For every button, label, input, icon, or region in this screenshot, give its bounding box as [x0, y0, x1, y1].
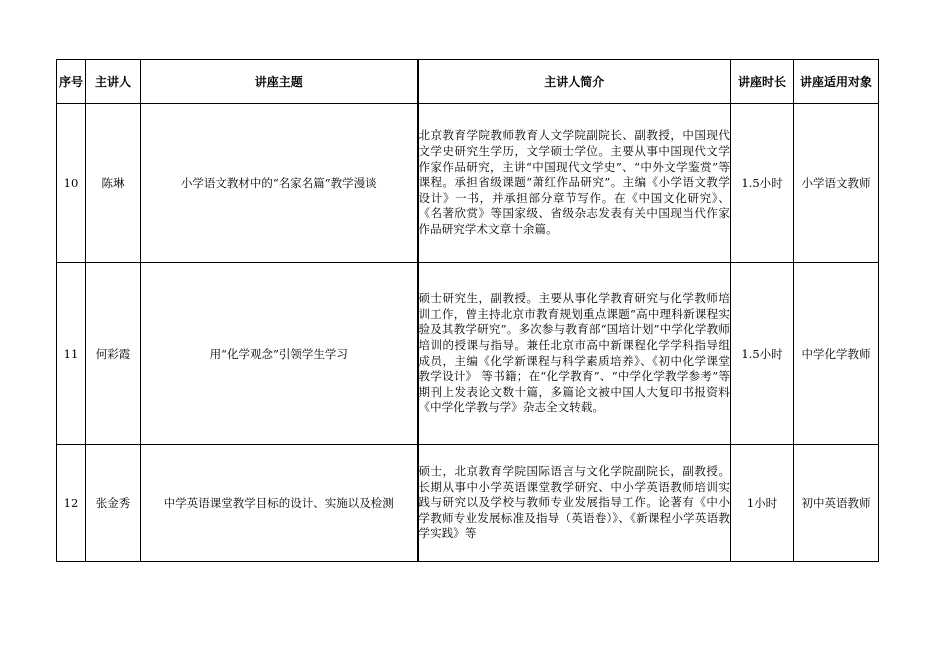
row-speaker: 陈琳: [86, 104, 141, 263]
row-intro: 硕士研究生，副教授。主要从事化学教育研究与化学教师培训工作，曾主持北京市教育规划重点课题“高中理科新课程实验及其教学研究”。多次参与教育部“国培计划”中学化学教师培训的授课与指导。兼任北京市高中新课程化学学科指导组成员，主编《化学新课程与科学素质培养》、《初中化学课堂教学设计》 等书籍；在“化学教育”、“中学化学教学参考”等期刊上发表论文数十篇，多篇论文被中国人大复印书报资料《中学化学教与学》杂志全文转载。: [418, 263, 731, 445]
table-row: [57, 104, 879, 263]
row-audience: 小学语文教师: [794, 104, 879, 263]
header-topic: 讲座主题: [141, 60, 418, 104]
row-speaker: 何彩霞: [86, 263, 141, 445]
row-index: 10: [57, 104, 86, 263]
row-duration: 1.5小时: [731, 104, 794, 263]
row-duration: 1.5小时: [731, 263, 794, 445]
header-duration: 讲座时长: [731, 60, 794, 104]
row-index: 12: [57, 445, 86, 562]
row-audience: 初中英语教师: [794, 445, 879, 562]
header-index: 序号: [57, 60, 86, 104]
header-speaker: 主讲人: [86, 60, 141, 104]
row-topic: 中学英语课堂教学目标的设计、实施以及检测: [141, 445, 418, 562]
row-duration: 1小时: [731, 445, 794, 562]
table-row: [57, 263, 879, 445]
row-topic: 用“化学观念”引领学生学习: [141, 263, 418, 445]
row-speaker: 张金秀: [86, 445, 141, 562]
header-intro: 主讲人简介: [418, 60, 731, 104]
row-index: 11: [57, 263, 86, 445]
row-intro: 北京教育学院教师教育人文学院副院长、副教授，中国现代文学史研究生学历，文学硕士学位。主要从事中国现代文学作家作品研究，主讲“中国现代文学史”、“中外文学鉴赏”等课程。承担省级课题“萧红作品研究”。主编《小学语文教学设计》一书，并承担部分章节写作。在《中国文化研究》、《名著欣赏》等国家级、省级杂志发表有关中国现当代作家作品研究学术文章十余篇。: [418, 104, 731, 263]
row-intro: 硕士，北京教育学院国际语言与文化学院副院长，副教授。长期从事中小学英语课堂教学研究、中小学英语教师培训实践与研究以及学校与教师专业发展指导工作。论著有《中小学教师专业发展标准及指导（英语卷）》、《新课程小学英语教学实践》等: [418, 445, 731, 562]
header-audience: 讲座适用对象: [794, 60, 879, 104]
row-topic: 小学语文教材中的“名家名篇”教学漫谈: [141, 104, 418, 263]
row-audience: 中学化学教师: [794, 263, 879, 445]
header-row: [57, 60, 879, 104]
lecture-table: [56, 59, 879, 562]
table-row: [57, 445, 879, 562]
